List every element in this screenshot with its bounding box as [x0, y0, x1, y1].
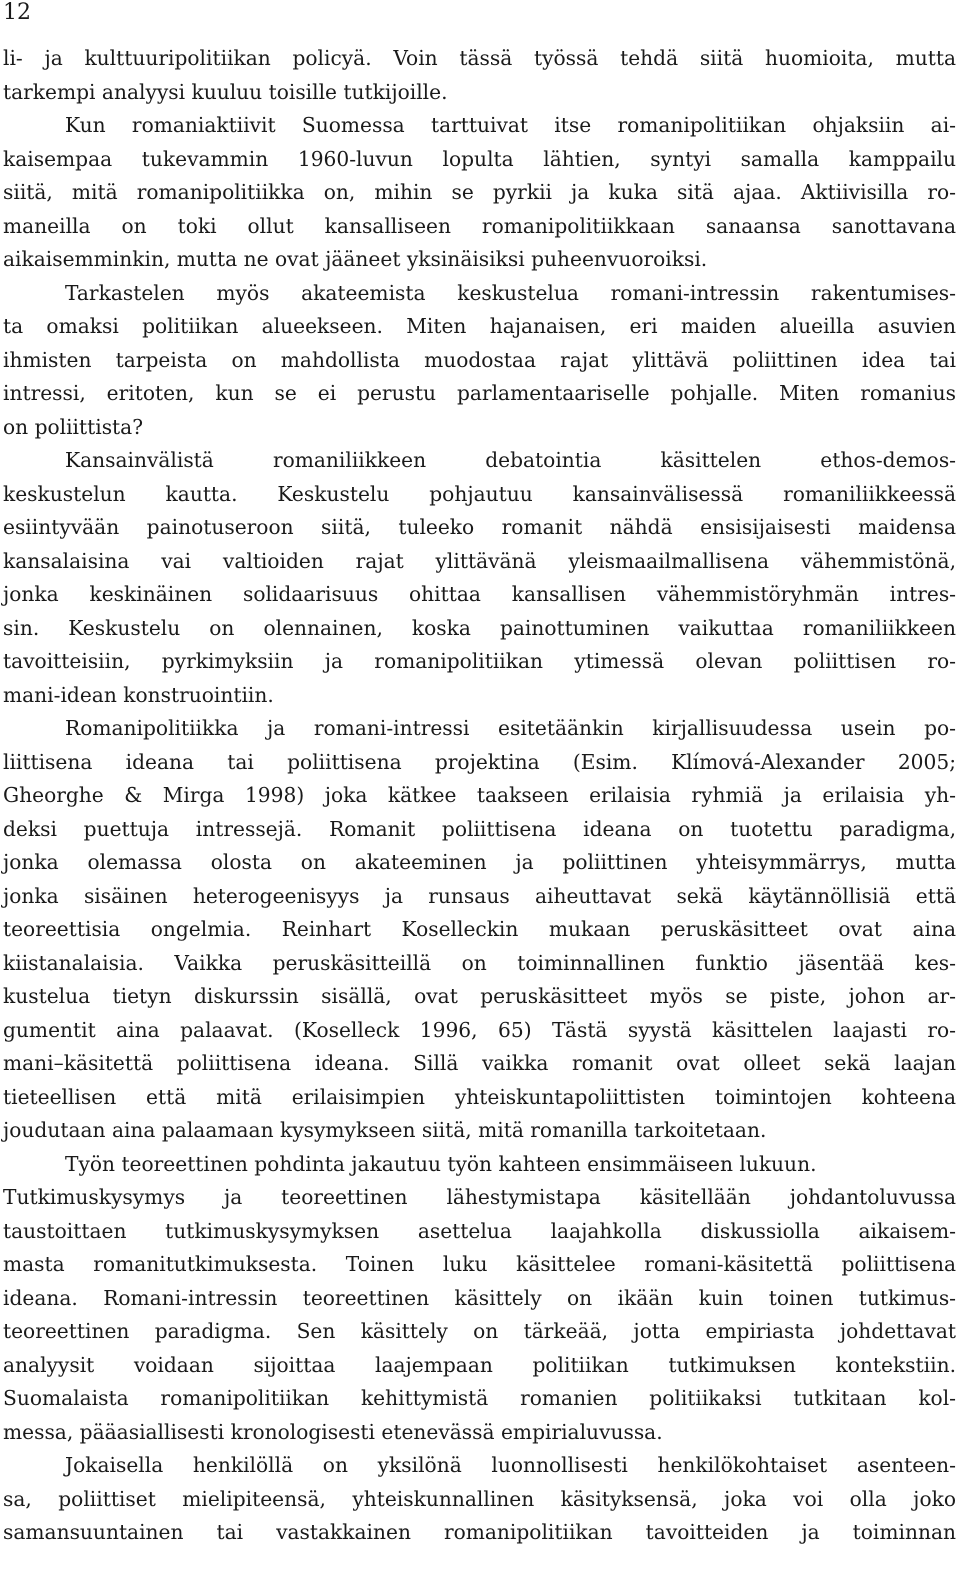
- text-line: jonka olemassa olosta on akateeminen ja poliittinen yhteisymmärrys, mutta: [3, 850, 956, 874]
- text-line: messa, pääasiallisesti kronologisesti etenevässä empirialuvussa.: [3, 1419, 663, 1444]
- text-line: Romanipolitiikka ja romani-intressi esitetäänkin kirjallisuudessa usein po-: [65, 716, 956, 740]
- text-line: Tutkimuskysymys ja teoreettinen lähestymistapa käsitellään johdantoluvussa: [3, 1185, 956, 1209]
- text-line: kustelua tietyn diskurssin sisällä, ovat peruskäsitteet myös se piste, johon ar-: [3, 984, 956, 1008]
- text-line: teoreettisia ongelmia. Reinhart Koselleckin mukaan peruskäsitteet ovat aina: [3, 917, 956, 941]
- text-line: ihmisten tarpeista on mahdollista muodostaa rajat ylittävä poliittinen idea tai: [3, 347, 956, 372]
- text-line: Kansainvälistä romaniliikkeen debatointia käsittelen ethos-demos-: [65, 448, 956, 472]
- text-line: jonka keskinäinen solidaarisuus ohittaa kansallisen vähemmistöryhmän intres-: [3, 582, 956, 606]
- text-line: Työn teoreettinen pohdinta jakautuu työn kahteen ensimmäiseen lukuun.: [65, 1151, 817, 1176]
- body-text: [3, 42, 956, 1550]
- text-line: mani–käsitettä poliittisena ideana. Sillä vaikka romanit ovat olleet sekä laajan: [3, 1051, 956, 1075]
- text-line: kaisempaa tukevammin 1960-luvun lopulta lähtien, syntyi samalla kamppailu: [3, 146, 956, 171]
- text-line: samansuuntainen tai vastakkainen romanipolitiikan tavoitteiden ja toiminnan: [3, 1520, 956, 1544]
- text-line: aikaisemminkin, mutta ne ovat jääneet yksinäisiksi puheenvuoroiksi.: [3, 247, 708, 271]
- text-line: ideana. Romani-intressin teoreettinen käsittely on ikään kuin toinen tutkimus-: [3, 1285, 956, 1310]
- text-line: Jokaisella henkilöllä on yksilönä luonnollisesti henkilökohtaiset asenteen-: [65, 1453, 956, 1477]
- text-line: mani-idean konstruointiin.: [3, 682, 274, 707]
- text-line: liittisena ideana tai poliittisena projektina (Esim. Klímová-Alexander 2005;: [3, 749, 956, 774]
- text-line: li- ja kulttuuripolitiikan policyä. Voin tässä työssä tehdä siitä huomioita, mutta: [3, 46, 956, 70]
- text-line: taustoittaen tutkimuskysymyksen asettelua laajahkolla diskussiolla aikaisem-: [3, 1218, 956, 1243]
- text-line: deksi puettuja intressejä. Romanit poliittisena ideana on tuotettu paradigma,: [3, 816, 956, 841]
- text-line: teoreettinen paradigma. Sen käsittely on tärkeää, jotta empiriasta johdettavat: [3, 1319, 956, 1343]
- text-line: tarkempi analyysi kuuluu toisille tutkijoille.: [3, 79, 448, 104]
- text-line: sin. Keskustelu on olennainen, koska painottuminen vaikuttaa romaniliikkeen: [3, 615, 956, 640]
- text-line: tieteellisen että mitä erilaisimpien yhteiskuntapoliittisten toimintojen kohteena: [3, 1084, 956, 1109]
- text-line: esiintyvään painotuseroon siitä, tuleeko romanit nähdä ensisijaisesti maidensa: [3, 515, 956, 539]
- text-line: masta romanitutkimuksesta. Toinen luku käsittelee romani-käsitettä poliittisena: [3, 1252, 956, 1276]
- page-number: 12: [3, 0, 31, 25]
- text-line: Kun romaniaktiivit Suomessa tarttuivat itse romanipolitiikan ohjaksiin ai-: [65, 113, 956, 137]
- text-line: tavoitteisiin, pyrkimyksiin ja romanipolitiikan ytimessä olevan poliittisen ro-: [3, 649, 956, 673]
- text-line: kiistanalaisia. Vaikka peruskäsitteillä on toiminnallinen funktio jäsentää kes-: [3, 950, 956, 975]
- text-line: sa, poliittiset mielipiteensä, yhteiskunnallinen käsityksensä, joka voi olla joko: [3, 1486, 956, 1511]
- text-line: siitä, mitä romanipolitiikka on, mihin se pyrkii ja kuka sitä ajaa. Aktiivisilla ro-: [3, 180, 956, 204]
- text-line: intressi, eritoten, kun se ei perustu parlamentaariselle pohjalle. Miten romanius: [3, 381, 956, 405]
- text-line: Gheorghe & Mirga 1998) joka kätkee taakseen erilaisia ryhmiä ja erilaisia yh-: [3, 783, 956, 807]
- text-line: kansalaisina vai valtioiden rajat ylittävänä yleismaailmallisena vähemmistönä,: [3, 548, 956, 573]
- text-line: Suomalaista romanipolitiikan kehittymistä romanien politiikaksi tutkitaan kol-: [3, 1386, 956, 1410]
- text-line: analyysit voidaan sijoittaa laajempaan politiikan tutkimuksen kontekstiin.: [3, 1352, 956, 1377]
- text-line: Tarkastelen myös akateemista keskustelua romani-intressin rakentumises-: [65, 280, 956, 305]
- text-line: on poliittista?: [3, 414, 144, 439]
- text-line: maneilla on toki ollut kansalliseen romanipolitiikkaan sanaansa sanottavana: [3, 213, 956, 238]
- text-line: gumentit aina palaavat. (Koselleck 1996, 65) Tästä syystä käsittelen laajasti ro-: [3, 1017, 956, 1042]
- text-line: ta omaksi politiikan alueekseen. Miten hajanaisen, eri maiden alueilla asuvien: [3, 314, 956, 338]
- text-line: joudutaan aina palaamaan kysymykseen siitä, mitä romanilla tarkoitetaan.: [3, 1118, 767, 1142]
- text-line: jonka sisäinen heterogeenisyys ja runsaus aiheuttavat sekä käytännöllisiä että: [3, 883, 956, 908]
- text-line: keskustelun kautta. Keskustelu pohjautuu kansainvälisessä romaniliikkeessä: [3, 481, 956, 506]
